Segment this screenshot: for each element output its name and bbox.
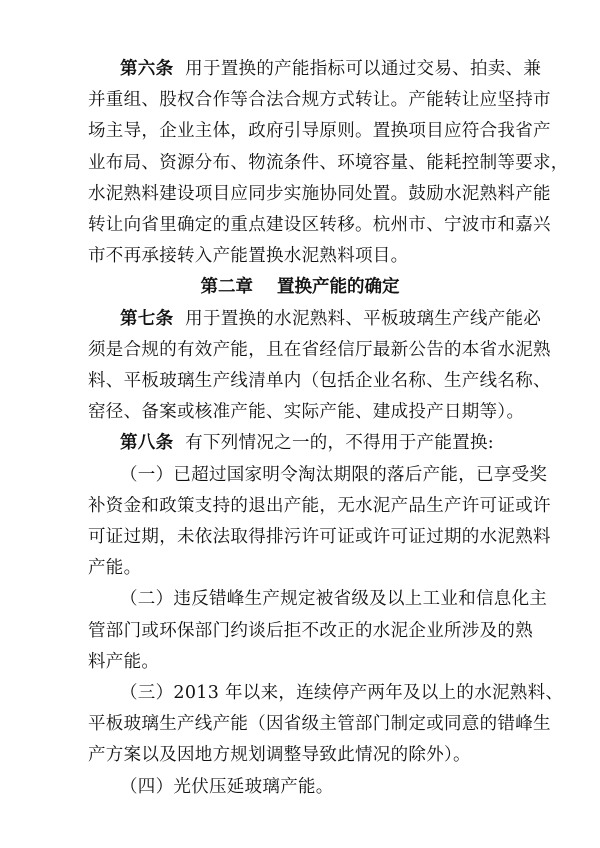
item-1-line-4: 产能。	[88, 558, 142, 579]
item-3-line-3: 产方案以及因地方规划调整导致此情况的除外）。	[88, 745, 471, 766]
article-8-line-1	[120, 432, 494, 454]
chapter-number: 第二章	[200, 277, 253, 298]
item-1-line-2: 补资金和政策支持的退出产能，无水泥产品生产许可证或许	[88, 495, 551, 516]
item-2-line-3: 料产能。	[88, 651, 160, 672]
item-2-line-1: （二）违反错峰生产规定被省级及以上工业和信息化主	[120, 589, 548, 610]
article-6-line-7: 市不再承接转入产能置换水泥熟料项目。	[88, 246, 409, 267]
item-4-line-1: （四）光伏压延玻璃产能。	[120, 776, 334, 797]
article-8-intro: 有下列情况之一的，不得用于产能置换:	[185, 433, 494, 454]
item-3-line-1: （三）2013 年以来，连续停产两年及以上的水泥熟料、	[120, 683, 564, 703]
article-7-line-4: 窑径、备案或核准产能、实际产能、建成投产日期等）。	[88, 402, 525, 423]
item-1-line-1: （一）已超过国家明令淘汰期限的落后产能，已享受奖	[120, 464, 548, 485]
chapter-heading	[0, 276, 600, 298]
article-7-line-2: 须是合规的有效产能，且在省经信厅最新公告的本省水泥熟	[88, 339, 551, 360]
article-6-line-4: 业布局、资源分布、物流条件、环境容量、能耗控制等要求，	[88, 152, 569, 173]
item-3-line-2: 平板玻璃生产线产能（因省级主管部门制定或同意的错峰生	[88, 714, 551, 735]
item-1-line-3: 可证过期，未依法取得排污许可证或许可证过期的水泥熟料	[88, 527, 551, 547]
article-6-line-3: 场主导，企业主体，政府引导原则。置换项目应符合我省产	[88, 121, 551, 142]
article-7-text: 用于置换的水泥熟料、平板玻璃生产线产能必	[185, 308, 542, 329]
article-6-text: 用于置换的产能指标可以通过交易、拍卖、兼	[185, 59, 542, 79]
article-6-line-6: 转让向省里确定的重点建设区转移。杭州市、宁波市和嘉兴	[88, 215, 551, 235]
article-8-label: 第八条	[120, 433, 174, 454]
chapter-title: 置换产能的确定	[277, 277, 400, 298]
item-2-line-2: 管部门或环保部门约谈后拒不改正的水泥企业所涉及的熟	[88, 620, 533, 641]
article-6-line-5: 水泥熟料建设项目应同步实施协同处置。鼓励水泥熟料产能	[88, 183, 551, 204]
article-7-line-3: 料、平板玻璃生产线清单内（包括企业名称、生产线名称、	[88, 371, 551, 391]
article-6-line-2: 并重组、股权合作等合法合规方式转让。产能转让应坚持市	[88, 90, 551, 111]
article-7-line-1	[120, 308, 541, 330]
article-6-label: 第六条	[120, 59, 174, 79]
article-6-line-1	[120, 58, 541, 80]
article-7-label: 第七条	[120, 308, 174, 329]
